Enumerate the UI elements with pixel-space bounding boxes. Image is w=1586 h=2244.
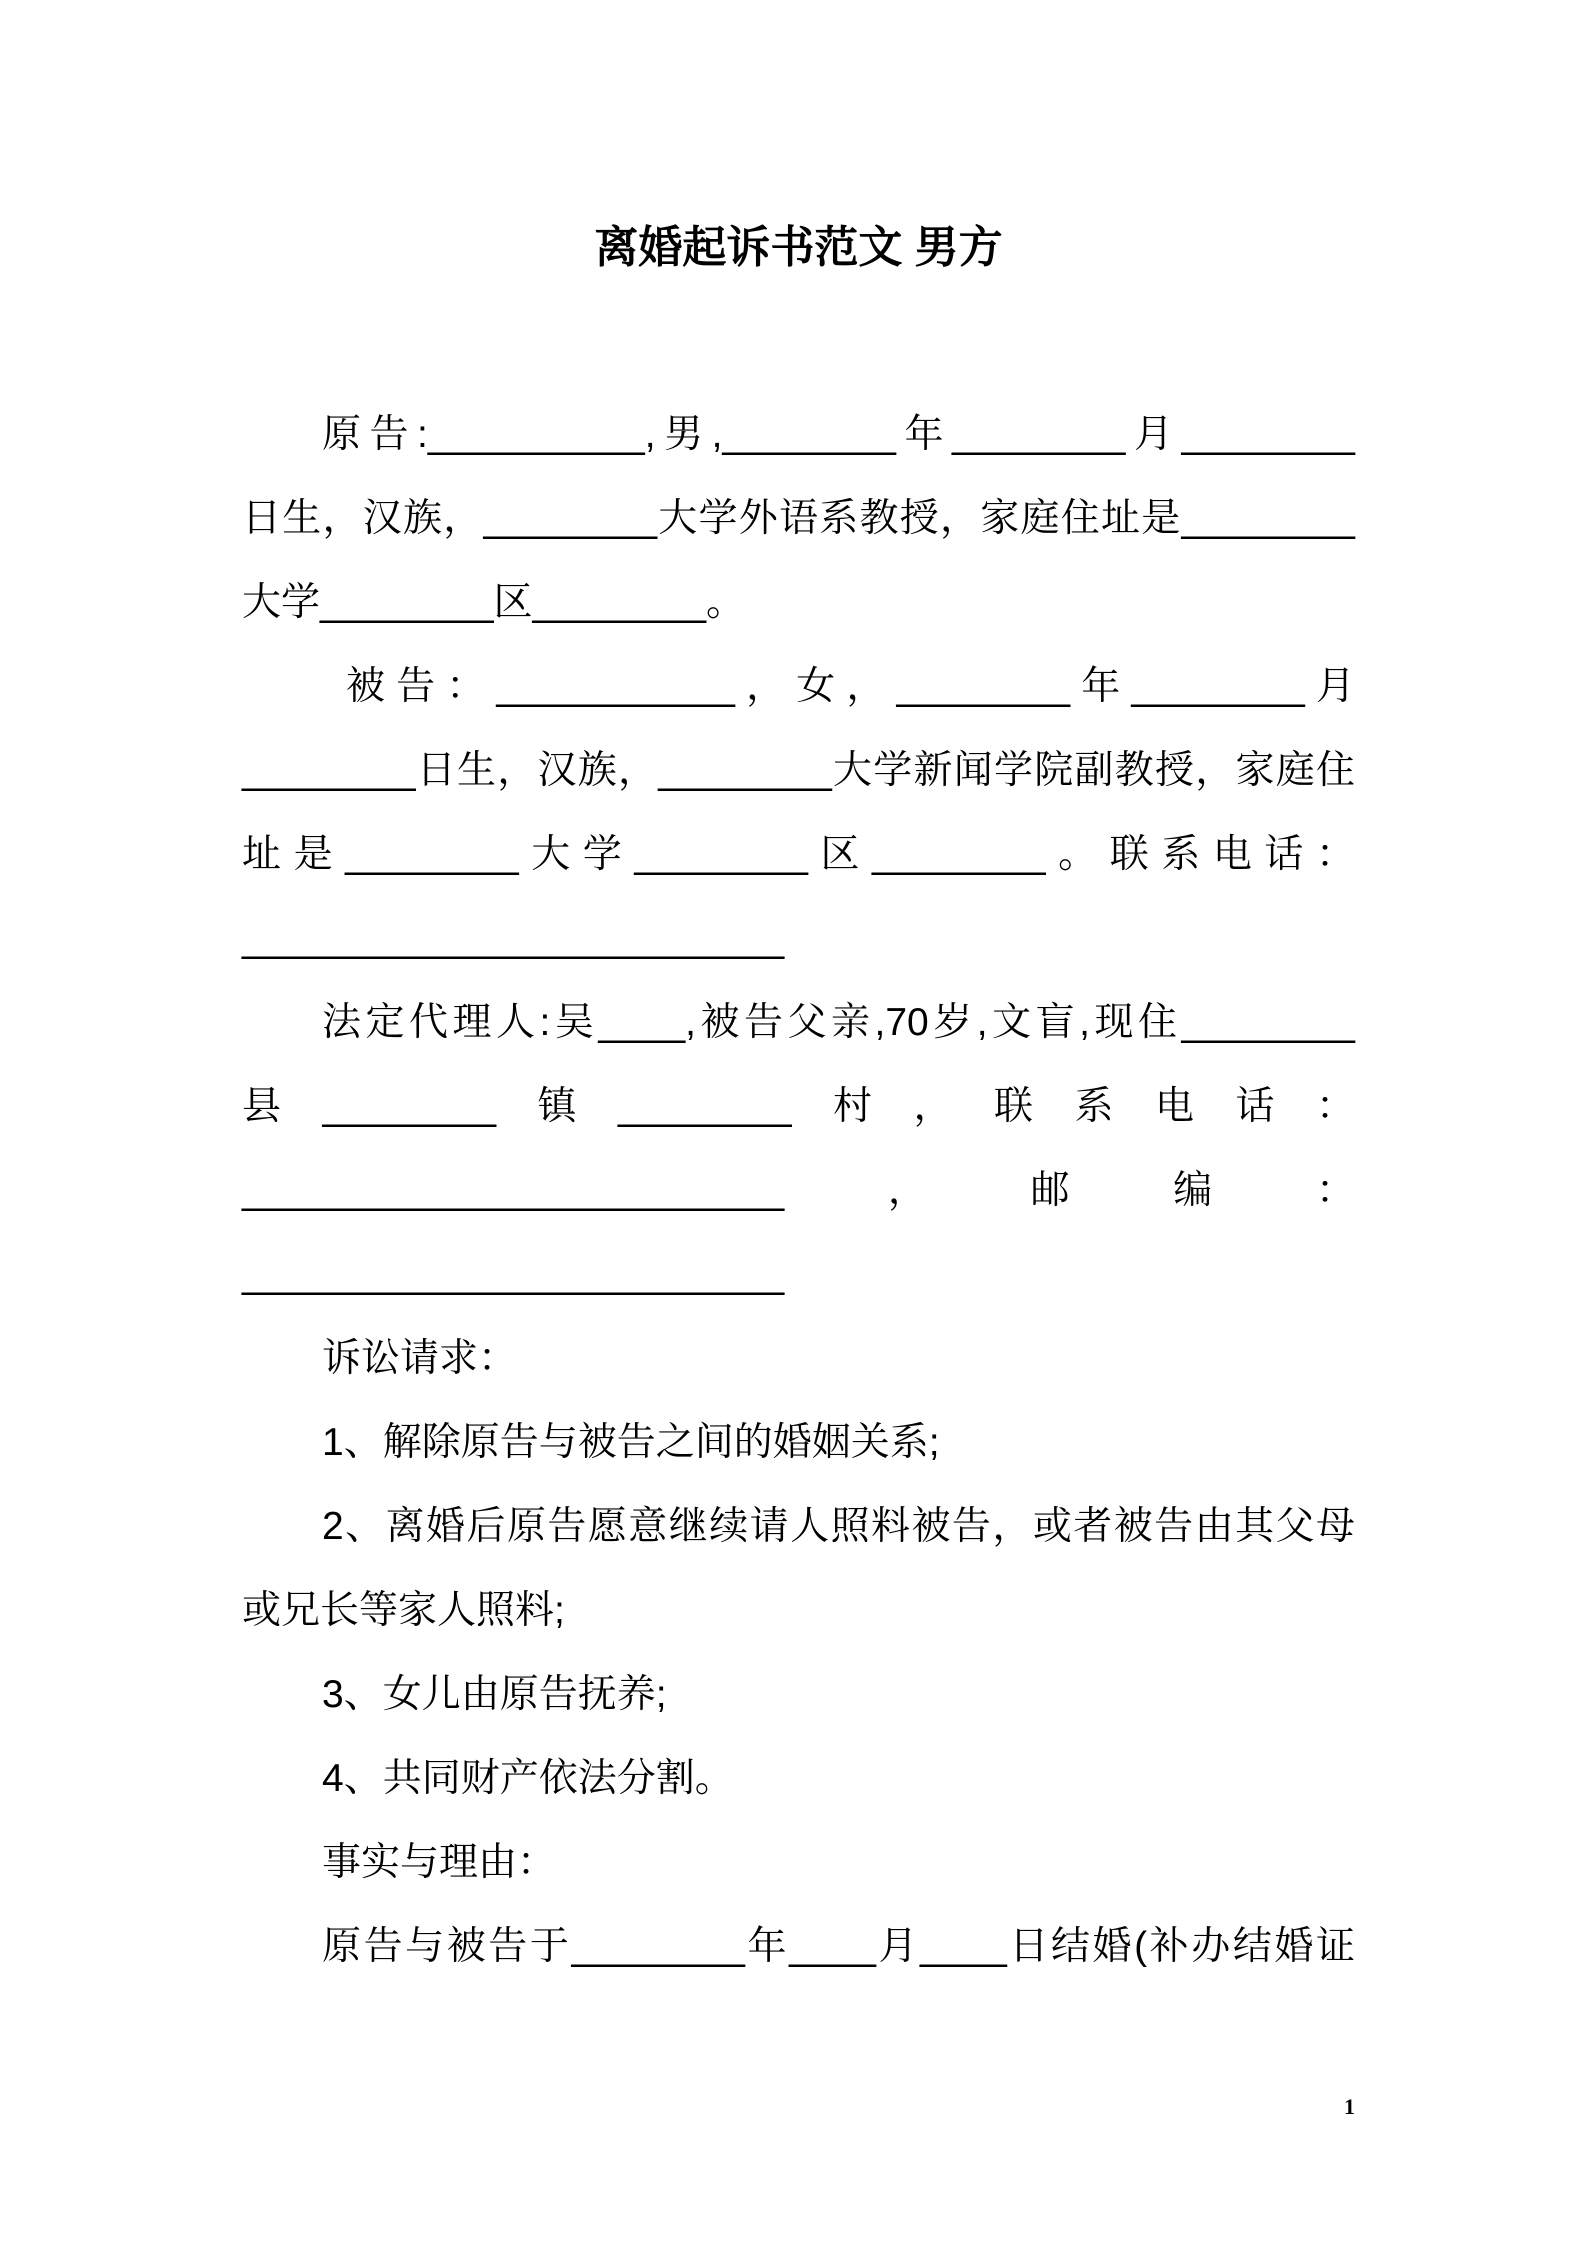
claim-item-line: 3、女儿由原告抚养; bbox=[322, 1673, 667, 1716]
facts-line: 原告与被告于________年____月____日结婚(补办结婚证 bbox=[322, 1925, 1355, 1968]
claim-item-line: 1、解除原告与被告之间的婚姻关系; bbox=[322, 1421, 940, 1464]
defendant-section bbox=[242, 645, 1355, 981]
claims-section bbox=[242, 1317, 1355, 1821]
claim-item-line: 2、离婚后原告愿意继续请人照料被告，或者被告由其父母 bbox=[322, 1505, 1355, 1548]
plaintiff-info-line: 日生，汉族，________大学外语系教授，家庭住址是________ bbox=[242, 497, 1355, 540]
defendant-phone-blank: _________________________ bbox=[242, 917, 785, 960]
plaintiff-info-line: 大学________区________。 bbox=[242, 581, 746, 624]
plaintiff-section bbox=[242, 393, 1355, 645]
claim-item bbox=[242, 1485, 1355, 1653]
page-number: 1 bbox=[1344, 2094, 1355, 2119]
legal-representative-section bbox=[242, 981, 1355, 1317]
plaintiff-info-line: 原告:__________,男,________年________月________ bbox=[322, 413, 1355, 456]
claim-item bbox=[242, 1737, 1355, 1821]
facts-section bbox=[242, 1821, 1355, 1989]
claim-item-line: 或兄长等家人照料; bbox=[242, 1589, 565, 1632]
legal-representative-line: 县________镇________村，联系电话： bbox=[242, 1085, 1355, 1128]
legal-representative-postcode-blank: _________________________ bbox=[242, 1253, 785, 1296]
claim-item bbox=[242, 1401, 1355, 1485]
claims-heading: 诉讼请求： bbox=[322, 1337, 518, 1380]
defendant-info-line: 址是________大学________区________。联系电话： bbox=[242, 833, 1355, 876]
legal-representative-line: 法定代理人:吴____,被告父亲,70岁,文盲,现住________ bbox=[322, 1001, 1355, 1044]
claim-item bbox=[242, 1653, 1355, 1737]
facts-heading: 事实与理由： bbox=[322, 1841, 557, 1884]
document-title: 离婚起诉书范文 男方 bbox=[594, 223, 1003, 272]
claim-item-line: 4、共同财产依法分割。 bbox=[322, 1757, 734, 1800]
document-body bbox=[242, 393, 1355, 1989]
defendant-info-line: 被告：___________，女，________年________月 bbox=[346, 665, 1355, 708]
defendant-info-line: ________日生，汉族，________大学新闻学院副教授，家庭住 bbox=[242, 749, 1355, 792]
legal-representative-line: _________________________，邮编： bbox=[242, 1169, 1355, 1212]
